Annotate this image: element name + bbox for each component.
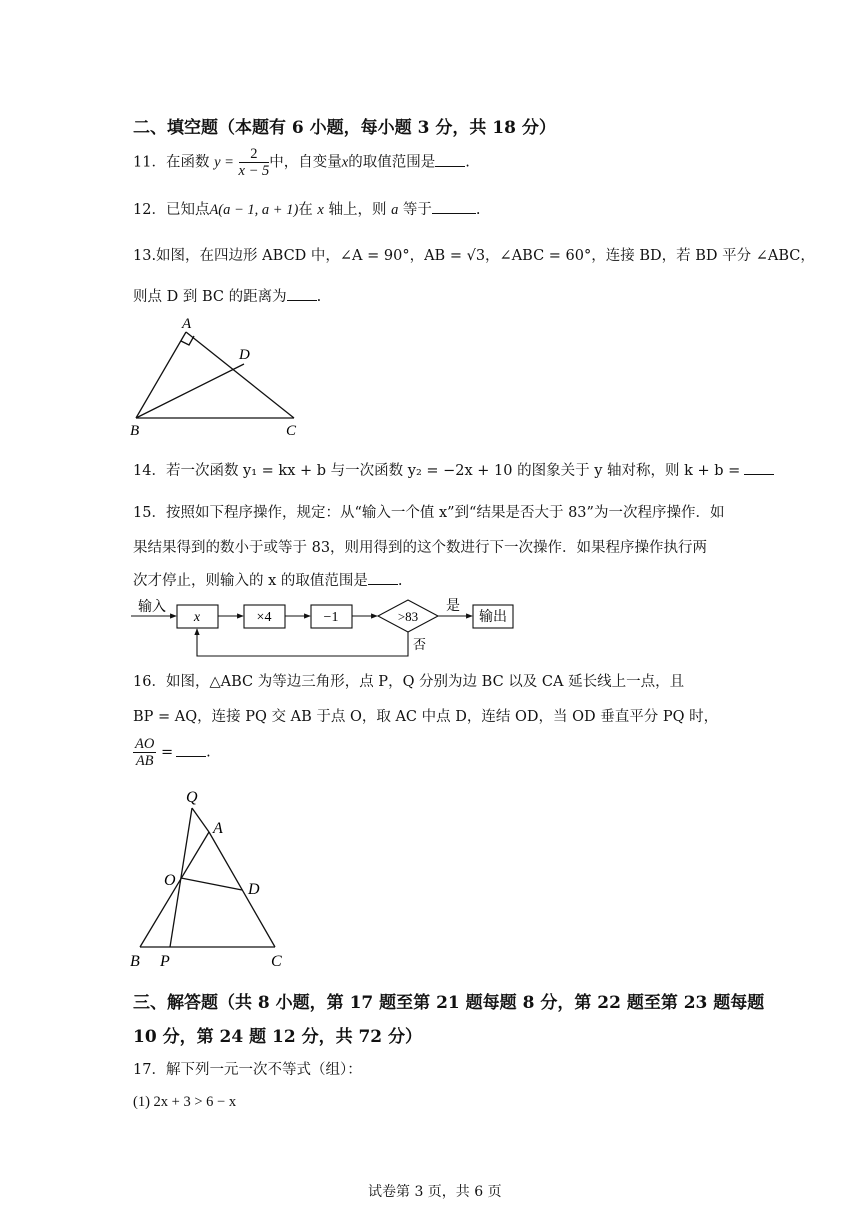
q16-figure-triangle (120, 780, 300, 975)
q11-fraction (239, 146, 270, 179)
question-15-line-2: 果结果得到的数小于或等于 83，则用得到的这个数进行下一次操作．如果程序操作执行两 (133, 540, 708, 556)
flow-no-label: 否 (413, 637, 427, 652)
question-16-line-3 (133, 736, 211, 769)
question-12 (133, 198, 481, 219)
q13-figure-quadrilateral (120, 312, 320, 440)
q13-label-C: C (286, 423, 297, 439)
q12-text-a: 已知点 (165, 202, 210, 218)
flow-yes-label: 是 (446, 599, 460, 614)
q16-label-B: B (130, 953, 140, 970)
q16-label-C: C (271, 953, 282, 970)
question-17-part-1: (1) 2x + 3 > 6 − x (133, 1094, 237, 1110)
q11-x: x (341, 154, 349, 171)
q12-number: 12． (133, 202, 166, 218)
q16-label-A: A (213, 820, 223, 837)
question-13-line-1: 13.如图，在四边形 ABCD 中，∠A = 90°，AB = √3，∠ABC = 60°，连接 BD，若 BD 平分 ∠ABC， (133, 248, 815, 264)
q13-label-B: B (130, 423, 140, 439)
q12-point: A(a − 1, a + 1) (209, 202, 299, 218)
q16-label-P: P (160, 953, 170, 970)
q16-label-O: O (164, 872, 176, 889)
question-15-line-1: 15．按照如下程序操作，规定：从“输入一个值 x”到“结果是否大于 83”为一次程序操作．如 (133, 505, 725, 521)
q12-text-c: 轴上，则 (328, 202, 387, 218)
flow-box-x: x (193, 610, 201, 625)
q15-end: . (397, 573, 403, 589)
question-16-line-2: BP = AQ，连接 PQ 交 AB 于点 O，取 AC 中点 D，连结 OD，当 OD 垂直平分 PQ 时， (133, 709, 719, 725)
question-16-line-1: 16．如图，△ABC 为等边三角形，点 P，Q 分别为边 BC 以及 CA 延长线上一点，且 (133, 674, 685, 690)
question-17: 17．解下列一元一次不等式（组）： (133, 1062, 362, 1078)
q16-label-Q: Q (186, 789, 198, 806)
q11-y: y = (214, 154, 234, 171)
flow-diamond-condition: >83 (397, 609, 419, 624)
q12-x: x (317, 202, 324, 218)
q12-text-d: 等于 (402, 202, 432, 218)
q11-answer-blank[interactable] (435, 152, 465, 167)
q13-answer-blank[interactable] (287, 286, 317, 301)
q12-text-b: 在 (298, 202, 313, 218)
q12-a: a (391, 202, 399, 218)
q11-text-b: 中，自变量 (269, 154, 342, 171)
q16-label-D: D (248, 881, 260, 898)
flow-input-label: 输入 (138, 600, 166, 615)
q15-line3-text: 次才停止，则输入的 x 的取值范围是 (133, 573, 368, 589)
q16-frac-numerator: AO (135, 736, 155, 752)
q12-end: . (475, 202, 481, 218)
q15-flowchart (128, 594, 528, 662)
section-title-answer-line-2: 10 分，第 24 题 12 分，共 72 分） (133, 1027, 423, 1047)
q16-answer-blank[interactable] (176, 742, 206, 757)
q14-answer-blank[interactable] (744, 460, 774, 475)
q16-fraction (133, 736, 156, 769)
q13-line2-text: 则点 D 到 BC 的距离为 (133, 289, 287, 305)
flow-box-times4: ×4 (256, 610, 272, 625)
q16-frac-denominator: AB (135, 753, 154, 769)
q11-number: 11． (133, 154, 166, 171)
q13-label-A: A (182, 316, 192, 332)
q13-label-D: D (239, 347, 250, 363)
section-title-fill-in: 二、填空题（本题有 6 小题，每小题 3 分，共 18 分） (133, 118, 556, 138)
q11-frac-numerator: 2 (239, 146, 270, 163)
q11-frac-denominator: x − 5 (238, 163, 270, 179)
q15-answer-blank[interactable] (368, 570, 398, 585)
q11-text-a: 在函数 (165, 154, 210, 171)
flow-output-box: 输出 (479, 610, 507, 625)
q16-equals: = (160, 744, 174, 761)
q13-end: . (316, 289, 322, 305)
q11-end: . (465, 154, 470, 171)
page-footer: 试卷第 3 页，共 6 页 (368, 1184, 502, 1200)
question-13-line-2 (133, 285, 321, 306)
q11-text-c: 的取值范围是 (348, 154, 436, 171)
q12-answer-blank[interactable] (432, 199, 476, 214)
flow-box-minus1: −1 (323, 610, 339, 625)
q16-end: . (206, 744, 211, 761)
section-title-answer-line-1: 三、解答题（共 8 小题，第 17 题至第 21 题每题 8 分，第 22 题至第 23 题每题 (133, 993, 765, 1013)
question-15-line-3 (133, 569, 403, 590)
question-14 (133, 459, 774, 480)
q14-text: 14．若一次函数 y₁ = kx + b 与一次函数 y₂ = −2x + 10 的图象关于 y 轴对称，则 k + b = (133, 463, 741, 479)
question-11 (133, 146, 470, 179)
